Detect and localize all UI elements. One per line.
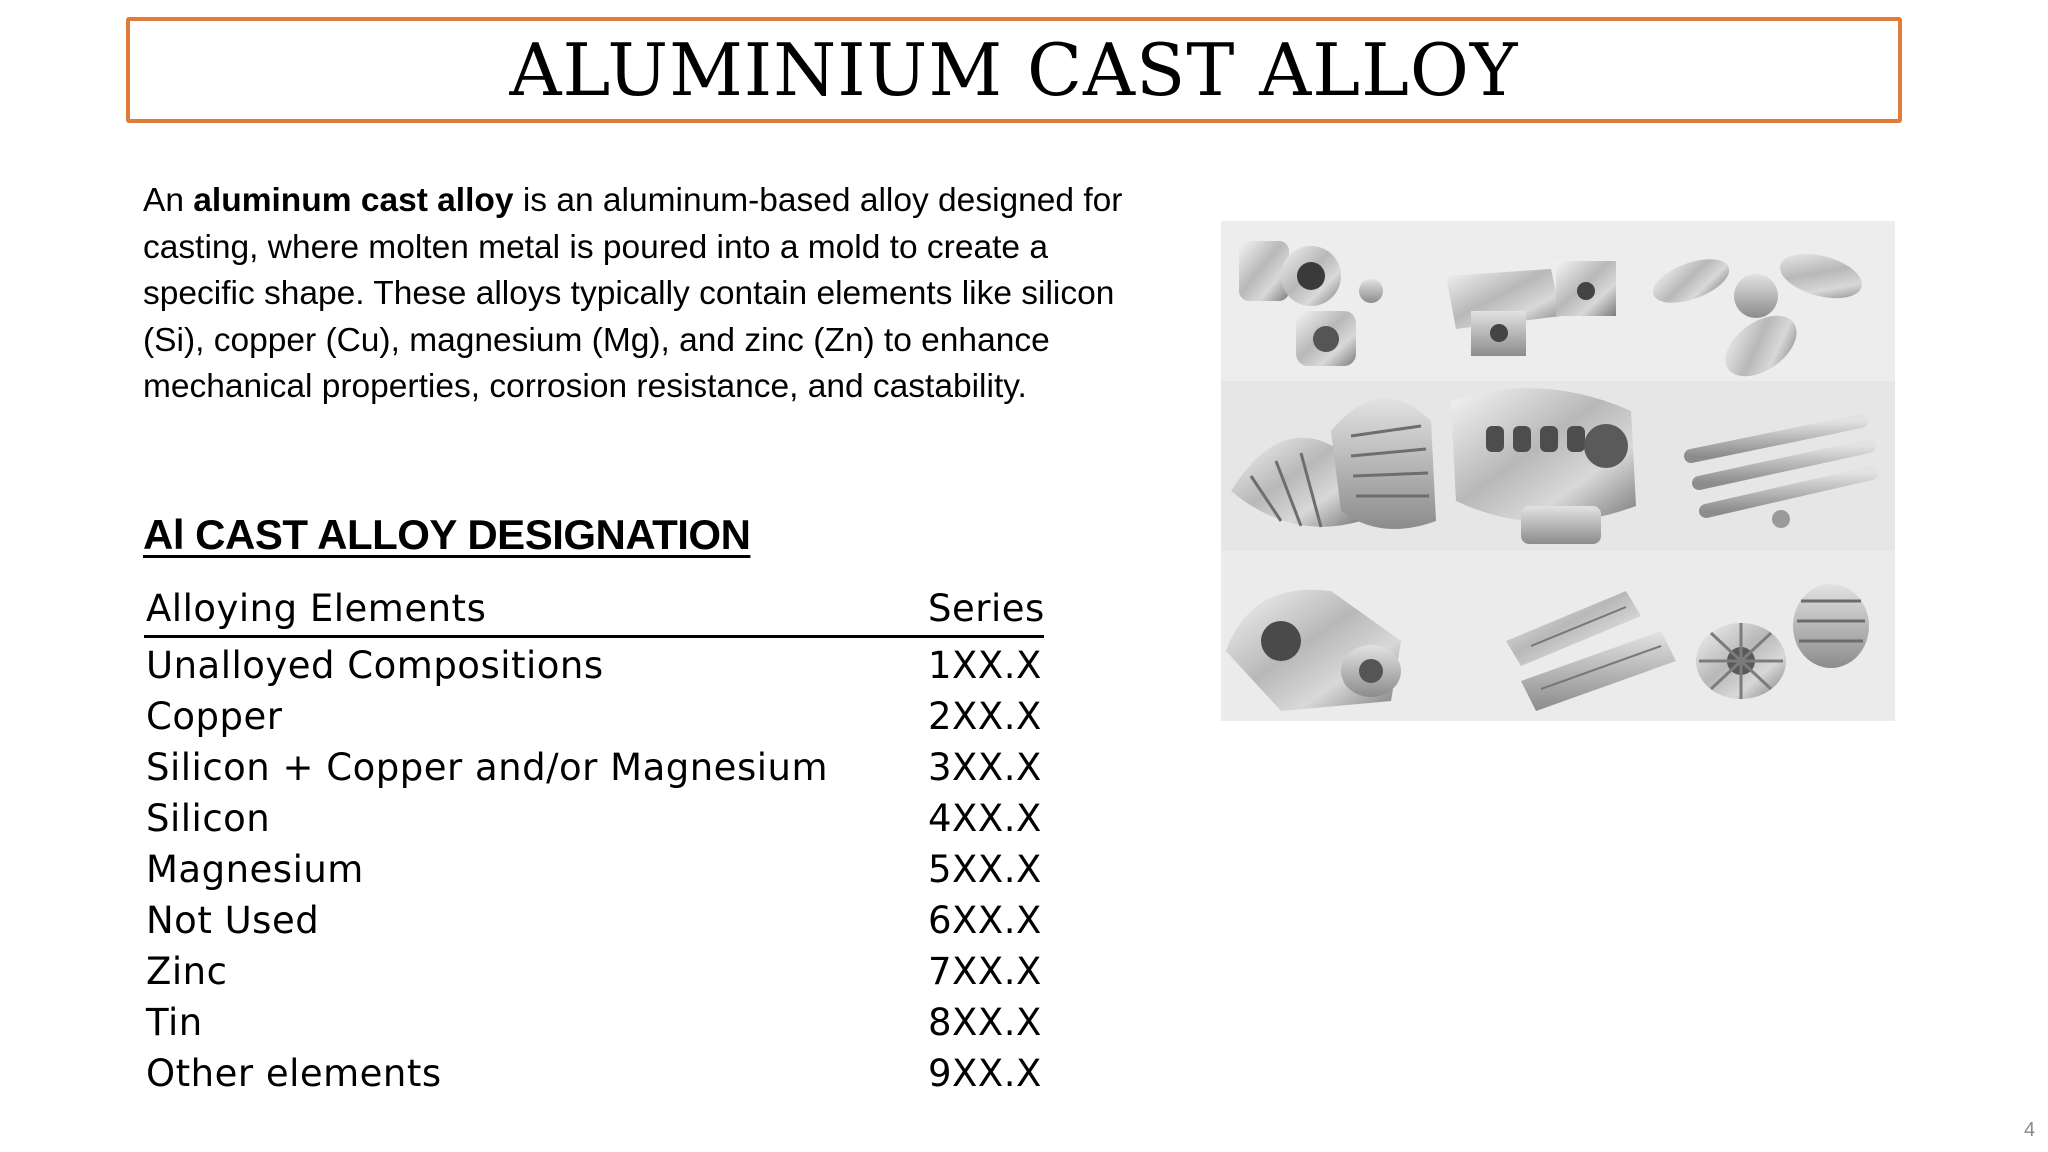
- table-header-row: [144, 587, 1044, 635]
- table-row: [144, 1052, 1044, 1103]
- series-cell: 6XX.X: [928, 899, 1042, 942]
- element-cell: Other elements: [146, 1052, 442, 1095]
- element-cell: Zinc: [146, 950, 228, 993]
- header-alloying-elements: Alloying Elements: [146, 587, 487, 630]
- series-cell: 5XX.X: [928, 848, 1042, 891]
- intro-term: aluminum cast alloy: [193, 182, 514, 219]
- element-cell: Magnesium: [146, 848, 364, 891]
- series-cell: 9XX.X: [928, 1052, 1042, 1095]
- series-cell: 8XX.X: [928, 1001, 1042, 1044]
- intro-body: is an aluminum-based alloy designed for casting, where molten metal is poured into a mold to create a specific shape. These alloys typically contain elements like silicon (Si), copper (Cu), magnesium (Mg), and zinc (Zn) to enhance mechanical properties, corrosion resistance, and castability.: [143, 182, 1123, 405]
- series-cell: 3XX.X: [928, 746, 1042, 789]
- table-row: [144, 848, 1044, 899]
- element-cell: Silicon + Copper and/or Magnesium: [146, 746, 828, 789]
- title-box: [126, 17, 1902, 123]
- slide-title: ALUMINIUM CAST ALLOY: [509, 28, 1519, 112]
- element-cell: Not Used: [146, 899, 320, 942]
- element-cell: Silicon: [146, 797, 271, 840]
- intro-lead: An: [143, 182, 194, 219]
- table-row: [144, 797, 1044, 848]
- element-cell: Copper: [146, 695, 283, 738]
- table-row: [144, 695, 1044, 746]
- element-cell: Tin: [146, 1001, 203, 1044]
- table-row: [144, 899, 1044, 950]
- table-row: [144, 950, 1044, 1001]
- series-cell: 2XX.X: [928, 695, 1042, 738]
- series-cell: 1XX.X: [928, 644, 1042, 687]
- series-cell: 4XX.X: [928, 797, 1042, 840]
- table-rule: [144, 635, 1044, 638]
- designation-heading: Al CAST ALLOY DESIGNATION: [143, 511, 751, 558]
- header-series: Series: [928, 587, 1045, 630]
- page-number: 4: [2024, 1119, 2036, 1141]
- designation-table: [144, 587, 1044, 1103]
- series-cell: 7XX.X: [928, 950, 1042, 993]
- element-cell: Unalloyed Compositions: [146, 644, 604, 687]
- intro-paragraph: [143, 178, 1143, 411]
- table-row: [144, 1001, 1044, 1052]
- table-row: [144, 746, 1044, 797]
- cast-parts-photo: [1221, 221, 1895, 721]
- table-row: [144, 644, 1044, 695]
